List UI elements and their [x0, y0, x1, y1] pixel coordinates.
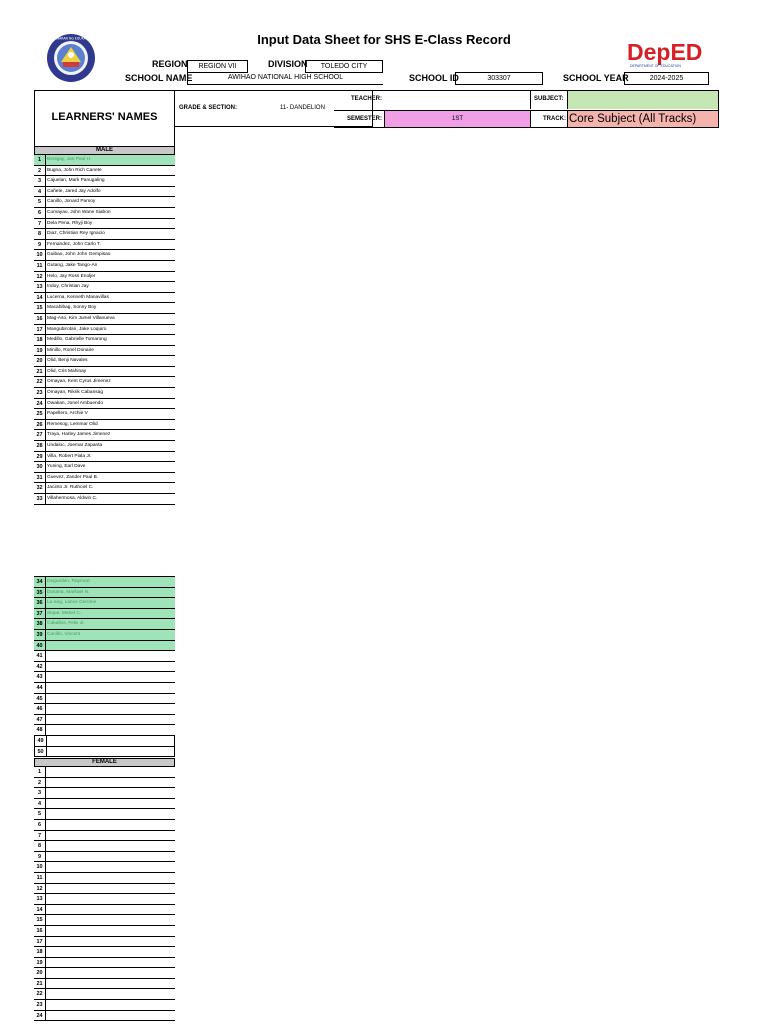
learner-row[interactable]	[34, 767, 175, 778]
row-number: 35	[34, 588, 46, 598]
row-number: 3	[34, 788, 46, 798]
learner-row[interactable]	[34, 694, 175, 705]
learner-row[interactable]	[34, 989, 175, 1000]
learner-row[interactable]	[34, 820, 175, 831]
row-number: 15	[34, 915, 46, 925]
learner-row[interactable]	[34, 462, 175, 473]
learner-row[interactable]	[34, 651, 175, 662]
learner-row[interactable]	[34, 809, 175, 820]
learner-name[interactable]: Villa, Robert Piala Jr.	[47, 453, 92, 459]
learner-name[interactable]: Sique, Mariel C.	[47, 610, 82, 616]
learner-row[interactable]	[34, 662, 175, 673]
learner-row[interactable]	[34, 725, 175, 736]
row-number: 15	[34, 303, 46, 313]
learner-name[interactable]	[46, 905, 175, 915]
learner-name[interactable]: Medillo, Gabrielle Tomarong	[47, 337, 107, 343]
learner-row[interactable]	[34, 282, 175, 293]
learners-names-box	[34, 90, 175, 146]
row-number: 2	[34, 778, 46, 788]
subject-field[interactable]	[567, 91, 718, 109]
row-number: 1	[34, 767, 46, 777]
row-number: 21	[34, 367, 46, 377]
learner-name[interactable]: Remesog, Lemmar Olid	[47, 421, 98, 427]
learner-row[interactable]	[34, 229, 175, 240]
seal-text: KAGAWARAN NG EDUKASYON	[47, 36, 95, 41]
row-number: 4	[34, 799, 46, 809]
learner-name[interactable]: Degumbin, Raymart	[47, 579, 90, 584]
learner-name[interactable]: Gutang, Jake Tango-An	[47, 262, 98, 268]
row-number: 29	[34, 452, 46, 462]
learner-row[interactable]	[34, 778, 175, 789]
learner-row[interactable]	[34, 399, 175, 410]
male-table-top	[34, 146, 175, 505]
row-number: 21	[34, 979, 46, 989]
learner-row[interactable]	[34, 261, 175, 272]
row-number: 23	[34, 1000, 46, 1010]
row-number: 24	[34, 1011, 46, 1021]
row-number: 18	[34, 335, 46, 345]
learner-name[interactable]: Undaloc, Joemar Zapanta	[47, 443, 103, 449]
learner-row[interactable]	[34, 441, 175, 452]
subject-label: SUBJECT:	[534, 96, 564, 102]
learner-row[interactable]	[34, 862, 175, 873]
learner-row[interactable]	[34, 799, 175, 810]
row-number: 36	[34, 598, 46, 608]
row-number: 22	[34, 989, 46, 999]
row-number: 24	[34, 399, 46, 409]
learner-name[interactable]	[46, 683, 175, 693]
learner-name[interactable]: Omayan, Rikrik Cabansag	[47, 390, 103, 396]
learner-name[interactable]: Traya, Harley James Jimenez	[47, 432, 111, 438]
learner-row[interactable]	[34, 641, 175, 652]
learner-name[interactable]	[46, 778, 175, 788]
learner-row[interactable]	[34, 325, 175, 336]
track-field[interactable]: Core Subject (All Tracks)	[567, 111, 718, 127]
row-number: 28	[34, 441, 46, 451]
region-label: REGION	[152, 59, 188, 69]
row-number: 11	[34, 873, 46, 883]
grade-section-value[interactable]: 11- DANDELION	[280, 105, 325, 111]
school-name-field[interactable]: AWIHAO NATIONAL HIGH SCHOOL	[187, 72, 383, 85]
learner-row[interactable]	[34, 367, 175, 378]
row-number: 19	[34, 346, 46, 356]
region-field[interactable]: REGION VII	[187, 60, 248, 73]
row-number: 8	[34, 229, 46, 239]
row-number: 12	[34, 884, 46, 894]
teacher-label: TEACHER:	[351, 96, 382, 102]
learner-row[interactable]	[34, 335, 175, 346]
semester-field[interactable]: 1ST	[384, 111, 531, 127]
learner-name[interactable]: Dosana, Markael N.	[47, 589, 90, 595]
learner-name[interactable]	[46, 809, 175, 819]
row-number: 8	[34, 841, 46, 851]
learner-row[interactable]	[34, 841, 175, 852]
row-number: 6	[34, 208, 46, 218]
learner-row[interactable]	[34, 166, 175, 177]
row-number: 40	[34, 641, 46, 651]
school-name-label: SCHOOL NAME	[125, 73, 193, 83]
learner-row[interactable]	[34, 420, 175, 431]
learner-row[interactable]	[34, 240, 175, 251]
row-number: 12	[34, 272, 46, 282]
row-number: 42	[34, 662, 46, 672]
deped-seal-icon	[46, 33, 96, 83]
class-header	[34, 90, 719, 130]
row-number: 10	[34, 862, 46, 872]
learner-row[interactable]	[34, 1011, 175, 1022]
row-number: 13	[34, 894, 46, 904]
learner-name[interactable]: Jacinto Jr. Ruthciel C.	[47, 485, 94, 491]
deped-logo-text: DepED	[627, 39, 703, 65]
learner-name[interactable]: Canillo, Vincent	[47, 631, 81, 637]
learner-row[interactable]	[34, 937, 175, 948]
row-number: 34	[34, 577, 46, 587]
row-number: 25	[34, 409, 46, 419]
row-number: 4	[34, 187, 46, 197]
learner-row[interactable]	[34, 968, 175, 979]
learner-row[interactable]	[34, 831, 175, 842]
learner-name[interactable]	[46, 937, 175, 947]
learner-name[interactable]	[46, 1011, 175, 1021]
learner-row[interactable]	[34, 915, 175, 926]
semester-label: SEMESTER:	[346, 116, 382, 122]
row-number: 45	[34, 694, 46, 704]
learners-names-label: LEARNERS' NAMES	[51, 111, 158, 123]
row-number: 46	[34, 704, 46, 714]
row-number: 22	[34, 377, 46, 387]
row-number: 14	[34, 905, 46, 915]
learner-name[interactable]: Omayan, Kent Cyrus Jimenez	[47, 379, 111, 385]
learner-row[interactable]	[34, 250, 175, 261]
learner-row[interactable]	[34, 219, 175, 230]
learner-name[interactable]	[47, 747, 174, 757]
learner-row[interactable]	[34, 356, 175, 367]
learner-name[interactable]	[46, 662, 175, 672]
row-number: 7	[34, 219, 46, 229]
learner-name[interactable]: Guibao, John John Gempisao	[47, 252, 111, 258]
row-number: 50	[35, 747, 47, 757]
learner-row[interactable]	[34, 630, 175, 641]
learner-name[interactable]: Caballos, Felix Jr.	[47, 621, 85, 627]
learner-name[interactable]: Olid, Benji Navales	[47, 358, 88, 364]
row-number: 1	[34, 155, 46, 165]
learner-name[interactable]	[46, 788, 175, 798]
row-number: 6	[34, 820, 46, 830]
learner-name[interactable]	[46, 979, 175, 989]
learner-name[interactable]	[46, 704, 175, 714]
learner-name[interactable]	[46, 1000, 175, 1010]
learner-row[interactable]	[34, 430, 175, 441]
learner-name[interactable]: Diaz, Christian Rey Ignacio	[47, 231, 105, 237]
row-number: 10	[34, 250, 46, 260]
row-number: 16	[34, 926, 46, 936]
learner-row[interactable]	[34, 958, 175, 969]
learner-row[interactable]	[34, 736, 175, 747]
learner-row[interactable]	[34, 873, 175, 884]
learner-row[interactable]	[34, 683, 175, 694]
learner-name[interactable]: Fernandez, John Carlo T.	[47, 241, 101, 247]
row-number: 38	[34, 619, 46, 629]
learner-row[interactable]	[34, 388, 175, 399]
row-number: 31	[34, 473, 46, 483]
learner-name[interactable]: Minillo, Ronel Donaire	[47, 347, 94, 353]
row-number: 2	[34, 166, 46, 176]
learner-name[interactable]	[46, 799, 175, 809]
learner-name[interactable]: Cumayao, John Wane Siabon	[47, 209, 111, 215]
learner-row[interactable]	[34, 208, 175, 219]
teacher-field[interactable]	[384, 91, 531, 109]
learner-name[interactable]	[46, 672, 175, 682]
learner-name[interactable]	[46, 947, 175, 957]
learner-row[interactable]	[34, 894, 175, 905]
learner-name[interactable]	[46, 725, 175, 735]
learner-name[interactable]: Benigay, Jan Paul H.	[47, 157, 92, 162]
learner-row[interactable]	[34, 272, 175, 283]
row-number: 20	[34, 968, 46, 978]
learner-name[interactable]	[46, 884, 175, 894]
learner-name[interactable]	[46, 968, 175, 978]
school-id-label: SCHOOL ID	[409, 73, 459, 83]
row-number: 49	[35, 736, 47, 746]
learner-name[interactable]: Helo, Jay Ross Enoljer	[47, 273, 96, 279]
row-number: 5	[34, 197, 46, 207]
deped-logo	[627, 38, 727, 68]
school-id-field[interactable]: 303307	[455, 72, 543, 85]
learner-name[interactable]: Lu-ang, Lance Gerome	[47, 600, 97, 606]
learner-name[interactable]	[46, 852, 175, 862]
learner-name[interactable]	[46, 873, 175, 883]
learner-row[interactable]	[34, 187, 175, 198]
row-number: 20	[34, 356, 46, 366]
learner-name[interactable]	[46, 715, 175, 725]
male-header: MALE	[34, 146, 175, 155]
learner-name[interactable]: Olid, Cris Mahinay	[47, 368, 87, 374]
learner-row[interactable]	[34, 926, 175, 937]
learner-name[interactable]: Dela Pena, Rhyji Boy	[47, 220, 93, 226]
learner-name[interactable]: Indoy, Christian Jay	[47, 284, 89, 290]
learner-name[interactable]: Canillo, Jonard Pamoy	[47, 199, 96, 205]
row-number: 43	[34, 672, 46, 682]
school-year-field[interactable]: 2024-2025	[624, 72, 709, 85]
track-label: TRACK:	[543, 116, 566, 122]
row-number: 9	[34, 852, 46, 862]
learner-row[interactable]	[34, 293, 175, 304]
row-number: 19	[34, 958, 46, 968]
learner-row[interactable]	[34, 884, 175, 895]
learner-name[interactable]	[46, 989, 175, 999]
row-number: 30	[34, 462, 46, 472]
learner-row[interactable]	[34, 947, 175, 958]
row-number: 37	[34, 609, 46, 619]
learner-row[interactable]	[34, 577, 175, 588]
division-field[interactable]: TOLEDO CITY	[305, 60, 383, 73]
learner-name[interactable]	[46, 831, 175, 841]
learner-row[interactable]	[34, 1000, 175, 1011]
learner-name[interactable]	[46, 862, 175, 872]
learner-row[interactable]	[34, 483, 175, 494]
learner-name[interactable]	[46, 651, 175, 661]
female-header: FEMALE	[34, 758, 175, 767]
learner-row[interactable]	[34, 852, 175, 863]
learner-name[interactable]: Mag-Aso, Kim Jumel Villanueva	[47, 315, 115, 321]
row-number: 17	[34, 937, 46, 947]
learner-name[interactable]	[46, 767, 175, 777]
learner-row[interactable]	[34, 377, 175, 388]
learner-row[interactable]	[34, 715, 175, 726]
female-table	[34, 758, 175, 1021]
grade-section-label: GRADE & SECTION:	[179, 105, 238, 111]
learner-name[interactable]: Owakan, Jonel Ambuendo	[47, 400, 104, 406]
learner-row[interactable]	[34, 619, 175, 630]
learner-name[interactable]: Villahermosa, Aldwin C.	[47, 496, 98, 501]
learner-row[interactable]	[34, 409, 175, 420]
learner-row[interactable]	[34, 672, 175, 683]
learner-row[interactable]	[34, 197, 175, 208]
row-number: 13	[34, 282, 46, 292]
sheet-title: Input Data Sheet for SHS E-Class Record	[257, 32, 511, 47]
row-number: 41	[34, 651, 46, 661]
row-number: 33	[34, 494, 46, 504]
row-number: 14	[34, 293, 46, 303]
school-year-label: SCHOOL YEAR	[563, 73, 629, 83]
learner-row[interactable]	[34, 979, 175, 990]
learner-row[interactable]	[34, 494, 175, 505]
learner-name[interactable]: Bugna, John Rich Canete	[47, 167, 102, 173]
learner-row[interactable]	[34, 788, 175, 799]
learner-name[interactable]	[46, 641, 175, 651]
learner-name[interactable]	[46, 820, 175, 830]
row-number: 23	[34, 388, 46, 398]
row-number: 17	[34, 325, 46, 335]
row-number: 44	[34, 683, 46, 693]
learner-row[interactable]	[34, 588, 175, 599]
row-number: 9	[34, 240, 46, 250]
learner-name[interactable]	[46, 915, 175, 925]
learner-row[interactable]	[34, 473, 175, 484]
learner-name[interactable]: Macahibag, Sonny Boy	[47, 305, 97, 311]
row-number: 11	[34, 261, 46, 271]
learner-name[interactable]: Papellero, Archie V	[47, 411, 88, 417]
row-number: 26	[34, 420, 46, 430]
division-label: DIVISION	[268, 59, 308, 69]
learner-name[interactable]	[46, 894, 175, 904]
row-number: 7	[34, 831, 46, 841]
learner-row[interactable]	[34, 598, 175, 609]
learner-name[interactable]: Cañete, Jared Jay Adolfo	[47, 188, 101, 194]
learner-row[interactable]	[34, 176, 175, 187]
learner-name[interactable]: Yuning, Earl Dave	[47, 464, 86, 470]
learner-name[interactable]	[46, 926, 175, 936]
male-table-bottom	[34, 576, 175, 757]
row-number: 32	[34, 483, 46, 493]
learner-name[interactable]: Mangubirotan, Jake Loquiro	[47, 326, 107, 332]
deped-logo-subtext: DEPARTMENT OF EDUCATION	[630, 64, 681, 68]
learner-name[interactable]	[46, 694, 175, 704]
row-number: 47	[34, 715, 46, 725]
learner-row[interactable]	[34, 747, 175, 758]
learner-row[interactable]	[34, 314, 175, 325]
learner-row[interactable]	[34, 609, 175, 620]
row-number: 16	[34, 314, 46, 324]
learner-name[interactable]	[47, 736, 174, 746]
learner-name[interactable]: Cajuelan, Mark Panugaling	[47, 178, 105, 184]
learner-name[interactable]: Guevez, Zander Paul B.	[47, 474, 99, 480]
learner-name[interactable]	[46, 841, 175, 851]
learner-row[interactable]	[34, 155, 175, 166]
learner-row[interactable]	[34, 303, 175, 314]
row-number: 39	[34, 630, 46, 640]
row-number: 48	[34, 725, 46, 735]
learner-row[interactable]	[34, 704, 175, 715]
learner-row[interactable]	[34, 346, 175, 357]
row-number: 27	[34, 430, 46, 440]
row-number: 18	[34, 947, 46, 957]
learner-name[interactable]: Lucerna, Kenneth Manavillas	[47, 294, 109, 300]
learner-row[interactable]	[34, 905, 175, 916]
row-number: 5	[34, 809, 46, 819]
learner-row[interactable]	[34, 452, 175, 463]
learner-name[interactable]	[46, 958, 175, 968]
row-number: 3	[34, 176, 46, 186]
